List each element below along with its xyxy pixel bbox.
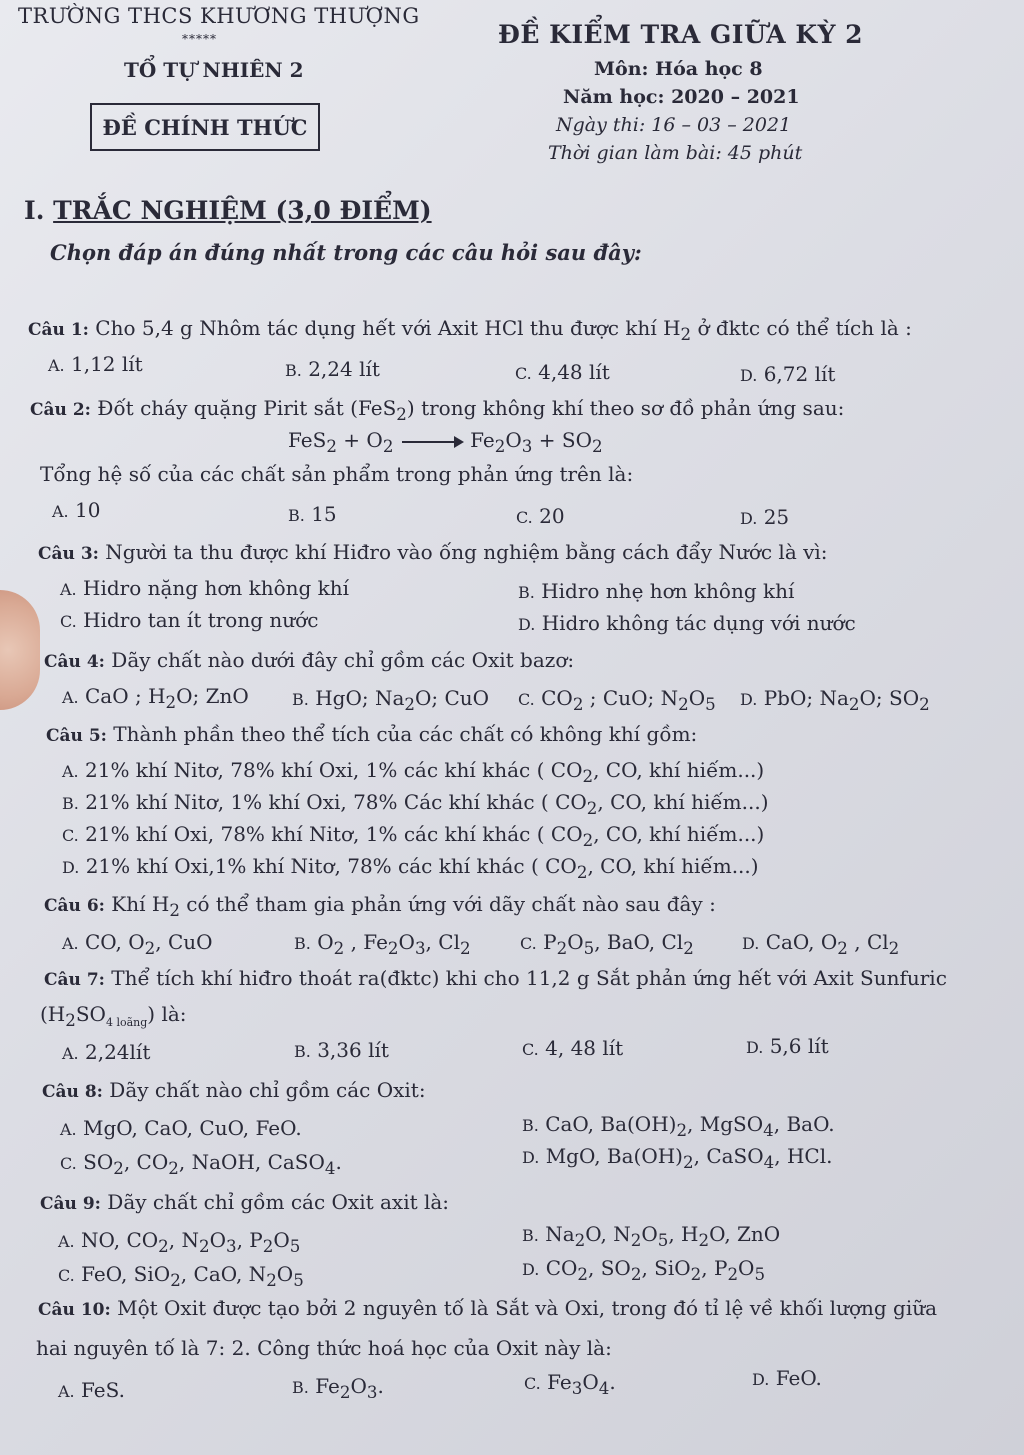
q8-option-c[interactable] — [60, 1150, 342, 1178]
q9-option-b[interactable] — [522, 1222, 780, 1250]
q4-option-d[interactable] — [740, 686, 930, 714]
subscript: 2 — [459, 939, 471, 958]
option-letter: A. — [62, 934, 79, 953]
reaction-arrow-icon — [402, 441, 462, 443]
option-letter: D. — [522, 1148, 540, 1167]
question-8 — [42, 1078, 426, 1102]
subscript: 2 — [326, 437, 337, 456]
formula-part: , CO — [123, 1150, 169, 1174]
subscript: 4 — [324, 1159, 336, 1178]
exam-year: Năm học: 2020 – 2021 — [563, 86, 800, 108]
formula-part: O; SO — [859, 686, 920, 710]
option-formula — [763, 686, 930, 714]
formula-part: O — [567, 930, 584, 954]
subscript: 2 — [262, 1237, 274, 1256]
formula-part: , SiO — [641, 1256, 691, 1280]
question-10-line2: hai nguyên tố là 7: 2. Công thức hoá học của Oxit này là: — [36, 1336, 612, 1360]
q3-option-b[interactable] — [518, 579, 794, 603]
option-text: 1,12 lít — [64, 352, 143, 376]
subscript: 2 — [591, 437, 603, 456]
q9-option-c[interactable] — [58, 1262, 304, 1290]
question-9 — [40, 1190, 449, 1214]
q2-option-b[interactable] — [288, 502, 337, 526]
subscript: 3 — [366, 1383, 378, 1402]
option-letter: B. — [288, 506, 305, 525]
option-letter: C. — [518, 690, 535, 709]
option-formula — [317, 930, 471, 958]
option-formula — [543, 930, 694, 958]
question-number: Câu 10: — [38, 1300, 111, 1320]
subscript: 2 — [574, 1231, 586, 1250]
subscript: 2 — [576, 863, 588, 882]
subscript: 2 — [158, 1237, 169, 1256]
subscript: 2 — [680, 325, 692, 344]
subscript: 2 — [165, 693, 177, 712]
option-letter: D. — [740, 366, 758, 385]
q6-option-d[interactable] — [742, 930, 899, 958]
q9-option-a[interactable] — [58, 1228, 300, 1256]
option-letter: D. — [522, 1260, 540, 1279]
formula-part: O — [582, 1370, 599, 1394]
option-text: 10 — [68, 498, 101, 522]
option-formula — [541, 686, 716, 714]
option-letter: D. — [742, 934, 760, 953]
subscript: 2 — [339, 1383, 351, 1402]
formula-part: O — [317, 930, 334, 954]
option-letter: A. — [62, 762, 79, 781]
q6-option-b[interactable] — [294, 930, 471, 958]
option-letter: C. — [60, 1154, 77, 1173]
finger-thumb — [0, 590, 40, 710]
option-text: 21% khí Oxi, 78% khí Nitơ, 1% các khí khác ( CO — [78, 822, 583, 846]
formula-part: CaO, O — [765, 930, 838, 954]
question-7-line2 — [40, 1002, 187, 1030]
q1-option-d[interactable] — [740, 362, 835, 386]
option-letter: D. — [518, 615, 536, 634]
q7-option-d[interactable] — [746, 1034, 829, 1058]
q10-option-c[interactable] — [524, 1370, 616, 1398]
official-label: ĐỀ CHÍNH THỨC — [102, 114, 308, 140]
formula-part: ) là: — [147, 1002, 187, 1026]
formula-part: , BaO. — [773, 1112, 835, 1136]
question-5 — [46, 722, 697, 746]
subscript: 2 — [888, 939, 900, 958]
question-text: Đốt cháy quặng Pirit sắt (FeS — [90, 396, 397, 420]
formula-part: O, N — [585, 1222, 631, 1246]
q5-option-a[interactable] — [62, 758, 764, 786]
option-text: FeS. — [74, 1378, 125, 1402]
formula-part: O; CuO — [414, 686, 490, 710]
formula-part: , Cl — [425, 930, 460, 954]
formula-part: CO — [541, 686, 573, 710]
option-letter: B. — [294, 1042, 311, 1061]
formula-part: Fe — [547, 1370, 572, 1394]
formula-part: . — [335, 1150, 342, 1174]
subscript: 2 — [387, 939, 399, 958]
q1-option-c[interactable] — [515, 360, 610, 384]
formula-part: PbO; Na — [763, 686, 849, 710]
subscript: 2 — [690, 1265, 702, 1284]
option-letter: C. — [60, 612, 77, 631]
q6-option-a[interactable] — [62, 930, 213, 958]
subscript: 2 — [333, 939, 345, 958]
question-number: Câu 1: — [28, 320, 89, 340]
question-2 — [30, 396, 844, 424]
option-text: Hidro nặng hơn không khí — [76, 576, 350, 600]
option-text: 4, 48 lít — [538, 1036, 624, 1060]
option-text: 15 — [304, 502, 337, 526]
subscript: 2 — [266, 1271, 277, 1290]
formula-part: MgO, Ba(OH) — [545, 1144, 683, 1168]
formula-part: , P — [701, 1256, 728, 1280]
subscript: 2 — [382, 437, 394, 456]
option-letter: C. — [522, 1040, 539, 1059]
option-letter: D. — [740, 690, 758, 709]
option-letter: A. — [48, 356, 65, 375]
option-formula — [83, 1150, 342, 1178]
section-instruction: Chọn đáp án đúng nhất trong các câu hỏi sau đây: — [50, 240, 642, 265]
subscript: 5 — [293, 1271, 304, 1290]
formula-part: O — [688, 686, 706, 710]
q5-option-c[interactable] — [62, 822, 764, 850]
option-letter: C. — [515, 364, 532, 383]
option-letter: A. — [60, 580, 77, 599]
option-letter: D. — [746, 1038, 764, 1057]
formula-part: CaO ; H — [85, 684, 166, 708]
formula-part: SO — [83, 1150, 114, 1174]
q4-option-a[interactable] — [62, 684, 249, 712]
q10-option-a[interactable] — [58, 1378, 125, 1402]
section-number: I. — [24, 196, 45, 225]
subscript: 2 — [169, 901, 180, 920]
subscript: 2 — [582, 767, 594, 786]
question-2-subtext: Tổng hệ số của các chất sản phẩm trong phản ứng trên là: — [40, 462, 634, 486]
formula-part: Fe — [315, 1374, 340, 1398]
school-stars: ***** — [182, 32, 217, 46]
option-text: Hidro nhẹ hơn không khí — [534, 579, 795, 603]
subscript: 2 — [494, 437, 506, 456]
option-letter: B. — [62, 794, 79, 813]
question-number: Câu 7: — [44, 970, 105, 990]
formula-part: , Cl — [847, 930, 889, 954]
subscript: 2 — [586, 799, 598, 818]
subscript: 2 — [198, 1237, 210, 1256]
option-letter: C. — [62, 826, 79, 845]
subscript: 3 — [225, 1237, 237, 1256]
formula-part: O — [398, 930, 415, 954]
question-number: Câu 9: — [40, 1194, 101, 1214]
question-text: Dãy chất chỉ gồm các Oxit axit là: — [100, 1190, 450, 1214]
q3-option-a[interactable] — [60, 576, 349, 600]
question-number: Câu 3: — [38, 544, 99, 564]
subscript: 5 — [754, 1265, 766, 1284]
subscript: 2 — [144, 939, 156, 958]
option-formula — [85, 930, 213, 958]
formula-part: FeO, SiO — [81, 1262, 171, 1286]
subscript: 2 — [65, 1011, 76, 1030]
formula-part: . — [377, 1374, 384, 1398]
option-letter: C. — [524, 1374, 541, 1393]
option-letter: D. — [752, 1370, 770, 1389]
formula-part: , CuO — [155, 930, 213, 954]
formula-part: Fe — [470, 428, 495, 452]
q7-option-b[interactable] — [294, 1038, 389, 1062]
subscript: 5 — [289, 1237, 301, 1256]
question-text: Dãy chất nào dưới đây chỉ gồm các Oxit bazơ: — [104, 648, 575, 672]
option-letter: C. — [516, 508, 533, 527]
option-text: 2,24 lít — [301, 357, 380, 381]
subscript: 2 — [582, 831, 594, 850]
formula-part: (H — [40, 1002, 66, 1026]
question-number: Câu 2: — [30, 400, 91, 420]
question-3 — [38, 540, 828, 564]
exam-duration: Thời gian làm bài: 45 phút — [548, 142, 803, 164]
exam-date: Ngày thi: 16 – 03 – 2021 — [556, 114, 792, 136]
option-text: 20 — [532, 504, 565, 528]
option-text: 2,24lít — [78, 1040, 151, 1064]
q9-option-d[interactable] — [522, 1256, 765, 1284]
q4-option-b[interactable] — [292, 686, 489, 714]
formula-part: FeS — [288, 428, 327, 452]
q8-option-d[interactable] — [522, 1144, 832, 1172]
option-letter: B. — [292, 690, 309, 709]
option-letter: D. — [740, 509, 758, 528]
option-text: , CO, khí hiếm...) — [587, 854, 759, 878]
option-text: , CO, khí hiếm...) — [593, 822, 765, 846]
option-formula — [545, 1144, 833, 1172]
subscript: 3 — [414, 939, 426, 958]
question-text: Khí H — [104, 892, 170, 916]
option-text: FeO. — [769, 1366, 822, 1390]
q7-option-a[interactable] — [62, 1040, 150, 1064]
option-letter: A. — [62, 688, 79, 707]
option-letter: B. — [518, 583, 535, 602]
option-formula — [315, 1374, 384, 1402]
option-letter: A. — [62, 1044, 79, 1063]
option-letter: A. — [58, 1382, 75, 1401]
q10-option-d[interactable] — [752, 1366, 822, 1390]
q3-option-c[interactable] — [60, 608, 318, 632]
question-text: Người ta thu được khí Hiđro vào ống nghiệm bằng cách đẩy Nước là vì: — [98, 540, 828, 564]
question-10 — [38, 1296, 937, 1320]
exam-title: ĐỀ KIỂM TRA GIỮA KỲ 2 — [498, 20, 864, 49]
formula-part: O — [209, 1228, 226, 1252]
formula-part: , H — [668, 1222, 699, 1246]
formula-part: + SO — [532, 428, 592, 452]
formula-part: CO — [545, 1256, 578, 1280]
formula-part: O — [505, 428, 522, 452]
q8-option-b[interactable] — [522, 1112, 835, 1140]
question-number: Câu 5: — [46, 726, 107, 746]
formula-part: Na — [545, 1222, 575, 1246]
option-letter: A. — [60, 1120, 77, 1139]
subscript: 2 — [577, 1265, 589, 1284]
q3-option-d[interactable] — [518, 611, 856, 635]
option-letter: B. — [294, 934, 311, 953]
formula-part: ; CuO; N — [583, 686, 679, 710]
formula-part: . — [609, 1370, 616, 1394]
formula-part: O — [273, 1228, 290, 1252]
subscript: 2 — [848, 695, 860, 714]
q7-option-c[interactable] — [522, 1036, 623, 1060]
q4-option-c[interactable] — [518, 686, 716, 714]
option-letter: B. — [285, 361, 302, 380]
formula-part: O, ZnO — [709, 1222, 781, 1246]
subscript: 2 — [727, 1265, 739, 1284]
formula-part: O — [276, 1262, 294, 1286]
option-text: 4,48 lít — [531, 360, 610, 384]
school-name: TRƯỜNG THCS KHƯƠNG THƯỢNG — [18, 4, 420, 28]
option-text: 3,36 lít — [310, 1038, 389, 1062]
subscript: 5 — [583, 939, 595, 958]
formula-part: , HCl. — [774, 1144, 833, 1168]
option-formula — [547, 1370, 616, 1398]
option-letter: D. — [62, 858, 80, 877]
subscript: 2 — [396, 405, 407, 424]
subscript: 2 — [630, 1265, 642, 1284]
formula-part: HgO; Na — [315, 686, 405, 710]
option-letter: B. — [292, 1378, 309, 1397]
formula-part: , MgSO — [687, 1112, 764, 1136]
subscript: 2 — [676, 1121, 688, 1140]
question-text: Dãy chất nào chỉ gồm các Oxit: — [102, 1078, 426, 1102]
subscript: 2 — [572, 695, 584, 714]
option-letter: A. — [58, 1232, 75, 1251]
subscript: 4 loãng — [105, 1016, 148, 1029]
option-formula — [85, 684, 249, 712]
subscript: 2 — [919, 695, 930, 714]
q2-option-a[interactable] — [52, 498, 100, 522]
section-title-text: TRẮC NGHIỆM (3,0 ĐIỂM) — [53, 196, 432, 225]
reaction-equation — [288, 428, 603, 456]
question-7 — [44, 966, 947, 990]
formula-part: NO, CO — [81, 1228, 159, 1252]
exam-subject: Môn: Hóa học 8 — [594, 58, 763, 80]
question-number: Câu 6: — [44, 896, 105, 916]
question-6 — [44, 892, 716, 920]
formula-part: , CaO, N — [180, 1262, 267, 1286]
option-text: 25 — [757, 505, 790, 529]
formula-part: O — [641, 1222, 658, 1246]
subscript: 2 — [556, 939, 568, 958]
subscript: 2 — [683, 1153, 694, 1172]
formula-part: , Fe — [344, 930, 388, 954]
subscript: 2 — [168, 1159, 179, 1178]
subscript: 2 — [837, 939, 848, 958]
option-text: 6,72 lít — [757, 362, 836, 386]
formula-part: O — [738, 1256, 755, 1280]
question-text: Thành phần theo thể tích của các chất có không khí gồm: — [106, 722, 698, 746]
option-formula — [765, 930, 900, 958]
option-text: , CO, khí hiếm...) — [597, 790, 769, 814]
q8-option-a[interactable] — [60, 1116, 302, 1140]
formula-part: , CaSO — [693, 1144, 764, 1168]
formula-part: + O — [336, 428, 383, 452]
question-4 — [44, 648, 574, 672]
formula-part: P — [543, 930, 557, 954]
option-text: 21% khí Nitơ, 1% khí Oxi, 78% Các khí khác ( CO — [78, 790, 587, 814]
q2-option-c[interactable] — [516, 504, 565, 528]
q5-option-b[interactable] — [62, 790, 769, 818]
official-stamp-box — [90, 103, 320, 151]
option-text: 21% khí Nitơ, 78% khí Oxi, 1% các khí khác ( CO — [78, 758, 583, 782]
option-text: Hidro không tác dụng với nước — [535, 611, 856, 635]
subscript: 3 — [571, 1379, 583, 1398]
q1-option-b[interactable] — [285, 357, 380, 381]
question-1 — [28, 316, 912, 344]
formula-part: O — [350, 1374, 367, 1398]
subscript: 2 — [113, 1159, 124, 1178]
option-formula — [81, 1262, 304, 1290]
subscript: 5 — [657, 1231, 669, 1250]
option-formula — [545, 1256, 766, 1284]
option-formula — [315, 686, 490, 714]
subscript: 3 — [521, 437, 533, 456]
subscript: 2 — [678, 695, 689, 714]
question-number: Câu 8: — [42, 1082, 103, 1102]
option-formula — [545, 1222, 781, 1250]
q6-option-c[interactable] — [520, 930, 694, 958]
option-text: , CO, khí hiếm...) — [593, 758, 765, 782]
formula-part: , P — [236, 1228, 263, 1252]
option-letter: B. — [522, 1226, 539, 1245]
question-text: Một Oxit được tạo bởi 2 nguyên tố là Sắt và Oxi, trong đó tỉ lệ về khối lượng giữa — [110, 1296, 938, 1320]
formula-part: , N — [168, 1228, 199, 1252]
subscript: 2 — [698, 1231, 710, 1250]
subscript: 4 — [763, 1153, 775, 1172]
option-text: 21% khí Oxi,1% khí Nitơ, 78% các khí khác ( CO — [79, 854, 577, 878]
formula-part: , SO — [588, 1256, 631, 1280]
formula-part: , NaOH, CaSO — [178, 1150, 325, 1174]
option-letter: C. — [58, 1266, 75, 1285]
question-text: Thể tích khí hiđro thoát ra(đktc) khi cho 11,2 g Sắt phản ứng hết với Axit Sunfuric — [104, 966, 947, 990]
q10-option-b[interactable] — [292, 1374, 384, 1402]
question-text: Cho 5,4 g Nhôm tác dụng hết với Axit HCl thu được khí H — [88, 316, 681, 340]
formula-part: O; ZnO — [176, 684, 249, 708]
subscript: 2 — [630, 1231, 642, 1250]
option-text: Hidro tan ít trong nước — [76, 608, 319, 632]
option-formula — [81, 1228, 301, 1256]
q1-option-a[interactable] — [48, 352, 143, 376]
subscript: 2 — [404, 695, 415, 714]
subscript: 2 — [683, 939, 694, 958]
option-letter: A. — [52, 502, 69, 521]
formula-part: SO — [75, 1002, 106, 1026]
formula-part: CO, O — [85, 930, 145, 954]
question-text: ) trong không khí theo sơ đồ phản ứng sau: — [406, 396, 845, 420]
option-letter: B. — [522, 1116, 539, 1135]
formula-part: CaO, Ba(OH) — [545, 1112, 677, 1136]
q5-option-d[interactable] — [62, 854, 759, 882]
section-title — [24, 196, 432, 225]
department-name: TỔ TỰ NHIÊN 2 — [124, 58, 304, 82]
question-number: Câu 4: — [44, 652, 105, 672]
subscript: 4 — [598, 1379, 610, 1398]
subscript: 2 — [170, 1271, 181, 1290]
subscript: 4 — [763, 1121, 774, 1140]
option-formula — [545, 1112, 835, 1140]
option-text: 5,6 lít — [763, 1034, 829, 1058]
formula-part: , BaO, Cl — [594, 930, 684, 954]
option-text: MgO, CaO, CuO, FeO. — [76, 1116, 302, 1140]
question-text: ở đktc có thể tích là : — [691, 316, 912, 340]
question-text: có thể tham gia phản ứng với dãy chất nào sau đây : — [179, 892, 716, 916]
subscript: 5 — [705, 695, 716, 714]
option-letter: C. — [520, 934, 537, 953]
q2-option-d[interactable] — [740, 505, 789, 529]
